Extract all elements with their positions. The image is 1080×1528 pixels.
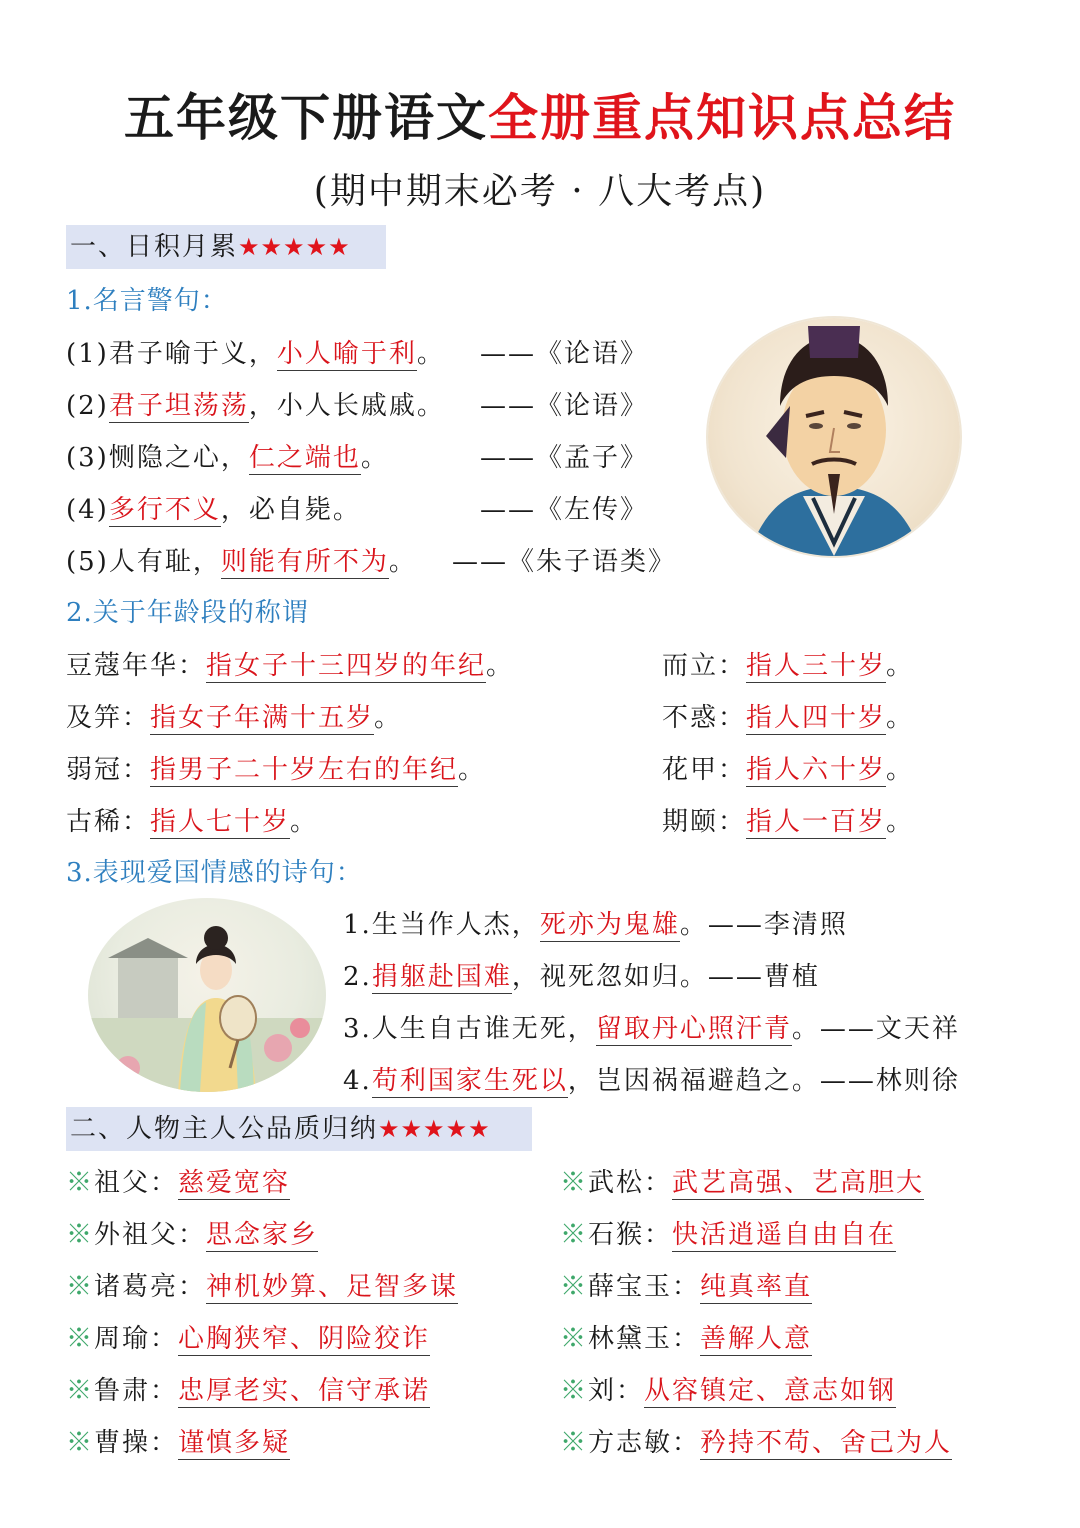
quote-text-end: ，必自毙。 [220,495,361,525]
age-term-row [662,697,914,734]
age-term: 期颐： [662,807,747,837]
quote-source: ——《论语》 [480,391,649,421]
poem-line [343,1008,960,1045]
quote-text-end: 。 [416,339,445,369]
poem-author: 。——文天祥 [791,1014,960,1044]
age-answer: 指人六十岁 [746,755,887,785]
section-header-daily-accumulation [66,225,386,269]
quote-text: (5)人有耻， [66,547,221,577]
quote-text: (4) [66,495,109,525]
poem-answer: 苟利国家生死以 [371,1066,568,1096]
quote-text: (1)君子喻于义， [66,339,277,369]
quote-text: (2) [66,391,109,421]
character-row [66,1214,318,1251]
character-trait: 心胸狭窄、阴险狡诈 [178,1324,431,1354]
character-row [560,1266,812,1303]
character-name: 石猴： [588,1220,673,1250]
character-row [66,1266,458,1303]
section-label: 二、人物主人公品质归纳 [70,1114,379,1144]
age-term-row [662,749,914,786]
character-name: 林黛玉： [588,1324,701,1354]
character-trait: 慈爱宽容 [178,1168,291,1198]
age-end: 。 [886,651,915,681]
age-answer: 指男子二十岁左右的年纪 [150,755,459,785]
star-rating: ★★★★★ [238,233,351,261]
age-term-row [66,645,514,682]
age-end: 。 [886,807,915,837]
age-term-row [66,749,486,786]
character-row [66,1422,290,1459]
quote-answer: 则能有所不为 [220,547,389,577]
reference-mark-icon: ※ [560,1376,589,1406]
character-trait: 从容镇定、意志如钢 [644,1376,897,1406]
age-answer: 指人七十岁 [150,807,291,837]
reference-mark-icon: ※ [560,1324,589,1354]
character-trait: 忠厚老实、信守承诺 [178,1376,431,1406]
lady-illustration-image [88,898,326,1092]
character-row [560,1162,924,1199]
age-term-row [66,801,318,838]
character-trait: 纯真率直 [700,1272,813,1302]
quote-line [66,385,445,422]
quote-source: ——《左传》 [480,495,649,525]
section-label: 一、日积月累 [70,232,239,262]
page-title [0,78,1080,150]
quote-line [66,333,445,370]
page-subtitle: (期中期末必考 · 八大考点) [313,171,767,212]
character-row [560,1214,896,1251]
character-name: 刘： [588,1376,645,1406]
quote-source: ——《朱子语类》 [452,547,677,577]
age-term: 弱冠： [66,755,151,785]
quote-answer: 君子坦荡荡 [108,391,249,421]
poem-line [343,956,820,993]
reference-mark-icon: ※ [560,1428,589,1458]
age-end: 。 [290,807,319,837]
character-trait: 矜持不苟、舍己为人 [700,1428,953,1458]
character-name: 鲁肃： [94,1376,179,1406]
subheading-age-titles: 2.关于年龄段的称谓 [66,598,309,628]
section-header-character-traits [66,1107,532,1151]
poem-author: 。——李清照 [679,910,848,940]
reference-mark-icon: ※ [66,1168,95,1198]
age-end: 。 [886,755,915,785]
age-term: 而立： [662,651,747,681]
quote-source: ——《论语》 [480,339,649,369]
reference-mark-icon: ※ [560,1168,589,1198]
quote-line [66,437,389,474]
quote-source: ——《孟子》 [480,443,649,473]
age-answer: 指女子十三四岁的年纪 [206,651,487,681]
age-term: 古稀： [66,807,151,837]
age-term: 豆蔻年华： [66,651,207,681]
age-term: 及笄： [66,703,151,733]
character-name: 方志敏： [588,1428,701,1458]
quote-answer: 多行不义 [108,495,221,525]
character-name: 薛宝玉： [588,1272,701,1302]
character-trait: 善解人意 [700,1324,813,1354]
character-row [560,1370,896,1407]
age-term: 不惑： [662,703,747,733]
poem-line [343,904,848,941]
poem-answer: 死亦为鬼雄 [539,910,680,940]
star-rating: ★★★★★ [378,1115,491,1143]
reference-mark-icon: ※ [66,1324,95,1354]
age-end: 。 [374,703,403,733]
poem-author: ，岂因祸福避趋之。——林则徐 [567,1066,960,1096]
age-term-row [66,697,402,734]
quote-answer: 仁之端也 [248,443,361,473]
reference-mark-icon: ※ [66,1428,95,1458]
quote-text-end: 。 [360,443,389,473]
poem-answer: 捐躯赴国难 [371,962,512,992]
reference-mark-icon: ※ [66,1376,95,1406]
age-term-row [662,801,914,838]
character-trait: 思念家乡 [206,1220,319,1250]
reference-mark-icon: ※ [560,1220,589,1250]
character-trait: 谨慎多疑 [178,1428,291,1458]
quote-answer: 小人喻于利 [276,339,417,369]
age-answer: 指女子年满十五岁 [150,703,375,733]
scholar-portrait-image [708,318,960,556]
poem-text: 3.人生自古谁无死， [343,1014,596,1044]
character-row [66,1318,430,1355]
poem-text: 4. [343,1066,372,1096]
poem-text: 2. [343,962,372,992]
quote-line [66,541,417,578]
character-name: 外祖父： [94,1220,207,1250]
age-answer: 指人三十岁 [746,651,887,681]
age-answer: 指人一百岁 [746,807,887,837]
age-term-row [662,645,914,682]
character-row [560,1422,952,1459]
quote-text-end: 。 [388,547,417,577]
quote-line [66,489,361,526]
age-end: 。 [486,651,515,681]
reference-mark-icon: ※ [560,1272,589,1302]
character-name: 周瑜： [94,1324,179,1354]
subheading-patriotic-poems: 3.表现爱国情感的诗句： [66,858,363,888]
age-term: 花甲： [662,755,747,785]
title-black: 五年级下册语文 [124,88,488,147]
age-answer: 指人四十岁 [746,703,887,733]
title-red: 全册重点知识点总结 [488,88,956,147]
reference-mark-icon: ※ [66,1220,95,1250]
quote-text: (3)恻隐之心， [66,443,249,473]
subheading-famous-quotes: 1.名言警句： [66,286,228,316]
character-name: 武松： [588,1168,673,1198]
reference-mark-icon: ※ [66,1272,95,1302]
poem-line [343,1060,960,1097]
character-name: 诸葛亮： [94,1272,207,1302]
character-row [66,1370,430,1407]
character-trait: 神机妙算、足智多谋 [206,1272,459,1302]
character-name: 祖父： [94,1168,179,1198]
poem-answer: 留取丹心照汗青 [595,1014,792,1044]
quote-text-end: ，小人长戚戚。 [248,391,445,421]
character-trait: 快活逍遥自由自在 [672,1220,897,1250]
poem-text: 1.生当作人杰， [343,910,540,940]
poem-author: ，视死忽如归。——曹植 [511,962,820,992]
age-end: 。 [458,755,487,785]
character-row [560,1318,812,1355]
age-end: 。 [886,703,915,733]
character-trait: 武艺高强、艺高胆大 [672,1168,925,1198]
character-row [66,1162,290,1199]
character-name: 曹操： [94,1428,179,1458]
